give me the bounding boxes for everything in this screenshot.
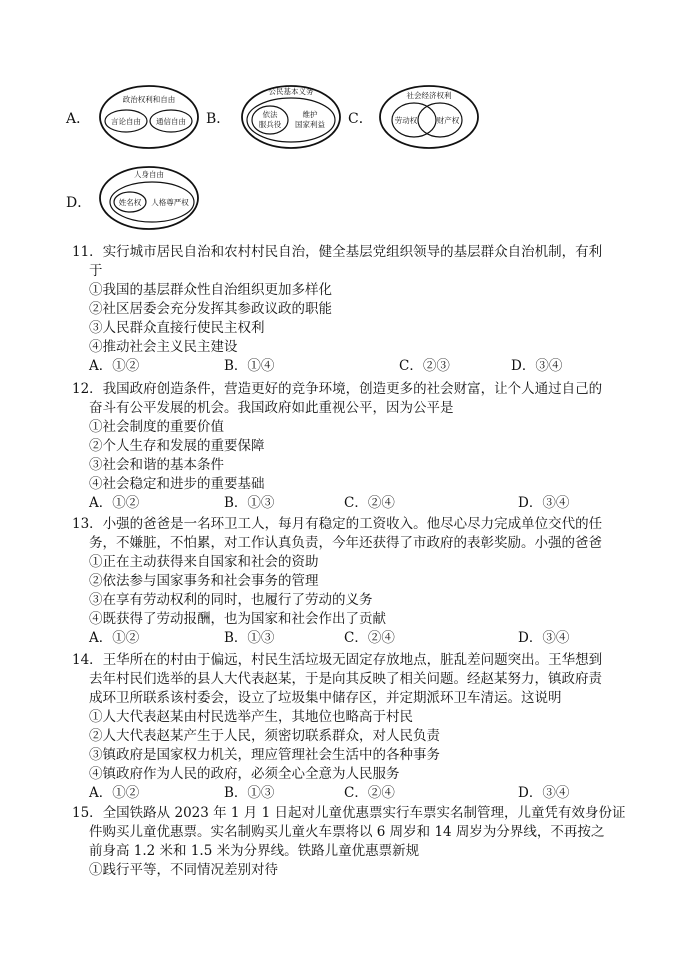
question-12 (72, 380, 672, 513)
diagram-a-right-label: 通信自由 (156, 117, 186, 126)
diagram-c-outer-label: 社会经济权利 (406, 91, 452, 100)
diagram-a-left-label: 言论自由 (111, 117, 141, 126)
diagram-b-left-label-2: 服兵役 (258, 120, 282, 129)
answer-option-d[interactable]: D．③④ (518, 785, 570, 801)
question-stem-line: 我国政府创造条件，营造更好的竞争环境，创造更多的社会财富，让个人通过自己的 (102, 381, 603, 397)
question-stem-line: 务，不嫌脏，不怕累，对工作认真负责，今年还获得了市政府的表彰奖励。小强的爸爸 (89, 535, 602, 551)
question-stem-line: 小强的爸爸是一名环卫工人，每月有稳定的工资收入。他尽心尽力完成单位交代的任 (102, 516, 603, 532)
option-a-label: A． (66, 111, 91, 127)
diagram-b-right-label-2: 国家利益 (295, 120, 325, 129)
question-number: 15． (72, 805, 103, 821)
question-stem-line: 成环卫所联系该村委会，设立了垃圾集中储存区，并定期派环卫车清运。这说明 (89, 690, 562, 706)
answer-option-c[interactable]: C．②④ (344, 785, 395, 801)
answer-option-b[interactable]: B．①③ (224, 495, 275, 511)
diagram-a (98, 84, 200, 150)
question-13 (72, 515, 672, 648)
option-d-label: D． (66, 195, 92, 211)
question-item: ①践行平等，不同情况差别对待 (89, 862, 278, 878)
question-stem-line: 王华所在的村由于偏远，村民生活垃圾无固定存放地点，脏乱差问题突出。王华想到 (102, 652, 603, 668)
diagram-a-outer-label: 政治权利和自由 (122, 95, 176, 104)
answer-option-b[interactable]: B．①③ (224, 630, 275, 646)
diagram-d-outer-label: 人身自由 (134, 170, 164, 179)
question-stem-line: 奋斗有公平发展的机会。我国政府如此重视公平，因为公平是 (89, 400, 454, 416)
question-11 (72, 243, 672, 376)
question-stem-line: 件购买儿童优惠票。实名制购买儿童火车票将以 6 周岁和 14 周岁为分界线，不再按之 (89, 824, 605, 840)
question-item: ④推动社会主义民主建设 (89, 339, 238, 355)
question-stem-line: 去年村民们选举的县人大代表赵某，于是向其反映了相关问题。经赵某努力，镇政府责 (89, 671, 602, 687)
diagram-b-right-label-1: 维护 (302, 110, 318, 119)
answer-option-a[interactable]: A．①② (89, 495, 140, 511)
diagram-d (98, 165, 200, 231)
diagram-d-right-label: 人格尊严权 (151, 198, 189, 207)
diagram-b-left-label-1: 依法 (262, 110, 278, 119)
answer-option-c[interactable]: C．②④ (344, 495, 395, 511)
question-item: ③社会和谐的基本条件 (89, 457, 224, 473)
question-item: ④社会稳定和进步的重要基础 (89, 476, 265, 492)
answer-option-c[interactable]: C．②③ (399, 358, 450, 374)
diagram-b-outer-label: 公民基本义务 (268, 87, 314, 96)
question-number: 11． (72, 244, 103, 260)
diagram-c-right-label: 财产权 (436, 116, 460, 125)
question-stem-line: 前身高 1.2 米和 1.5 米为分界线。铁路儿童优惠票新规 (89, 843, 420, 859)
question-item: ①我国的基层群众性自治组织更加多样化 (89, 282, 332, 298)
question-item: ②人大代表赵某产生于人民，须密切联系群众，对人民负责 (89, 728, 440, 744)
diagram-c (378, 84, 480, 150)
option-c-label: C． (348, 111, 373, 127)
question-item: ③人民群众直接行使民主权利 (89, 320, 265, 336)
answer-option-b[interactable]: B．①③ (224, 785, 275, 801)
question-number: 12． (72, 381, 103, 397)
question-15 (72, 804, 672, 880)
question-number: 13． (72, 516, 103, 532)
question-14 (72, 651, 672, 803)
answer-option-d[interactable]: D．③④ (518, 630, 570, 646)
question-item: ②社区居委会充分发挥其参政议政的职能 (89, 301, 332, 317)
diagram-d-left-label: 姓名权 (118, 198, 142, 207)
option-b-label: B． (206, 111, 231, 127)
question-item: ③镇政府是国家权力机关，理应管理社会生活中的各种事务 (89, 747, 440, 763)
question-item: ①人大代表赵某由村民选举产生，其地位也略高于村民 (89, 709, 413, 725)
question-item: ①社会制度的重要价值 (89, 419, 224, 435)
question-item: ②依法参与国家事务和社会事务的管理 (89, 573, 319, 589)
answer-option-a[interactable]: A．①② (89, 630, 140, 646)
answer-option-a[interactable]: A．①② (89, 785, 140, 801)
answer-option-b[interactable]: B．①④ (224, 358, 275, 374)
question-item: ②个人生存和发展的重要保障 (89, 438, 265, 454)
answer-option-d[interactable]: D．③④ (511, 358, 563, 374)
question-item: ④镇政府作为人民的政府，必须全心全意为人民服务 (89, 766, 400, 782)
diagram-c-left-label: 劳动权 (394, 116, 418, 125)
answer-option-c[interactable]: C．②④ (344, 630, 395, 646)
question-item: ④既获得了劳动报酬，也为国家和社会作出了贡献 (89, 611, 386, 627)
answer-option-d[interactable]: D．③④ (518, 495, 570, 511)
answer-option-a[interactable]: A．①② (89, 358, 140, 374)
question-number: 14． (72, 652, 103, 668)
question-item: ③在享有劳动权利的同时，也履行了劳动的义务 (89, 592, 373, 608)
question-stem-line: 于 (89, 263, 103, 279)
question-item: ①正在主动获得来自国家和社会的资助 (89, 554, 319, 570)
question-stem-line: 全国铁路从 2023 年 1 月 1 日起对儿童优惠票实行车票实名制管理，儿童凭有效身份证 (102, 805, 626, 821)
diagram-b (240, 84, 342, 150)
question-stem-line: 实行城市居民自治和农村村民自治，健全基层党组织领导的基层群众自治机制，有利 (102, 244, 603, 260)
